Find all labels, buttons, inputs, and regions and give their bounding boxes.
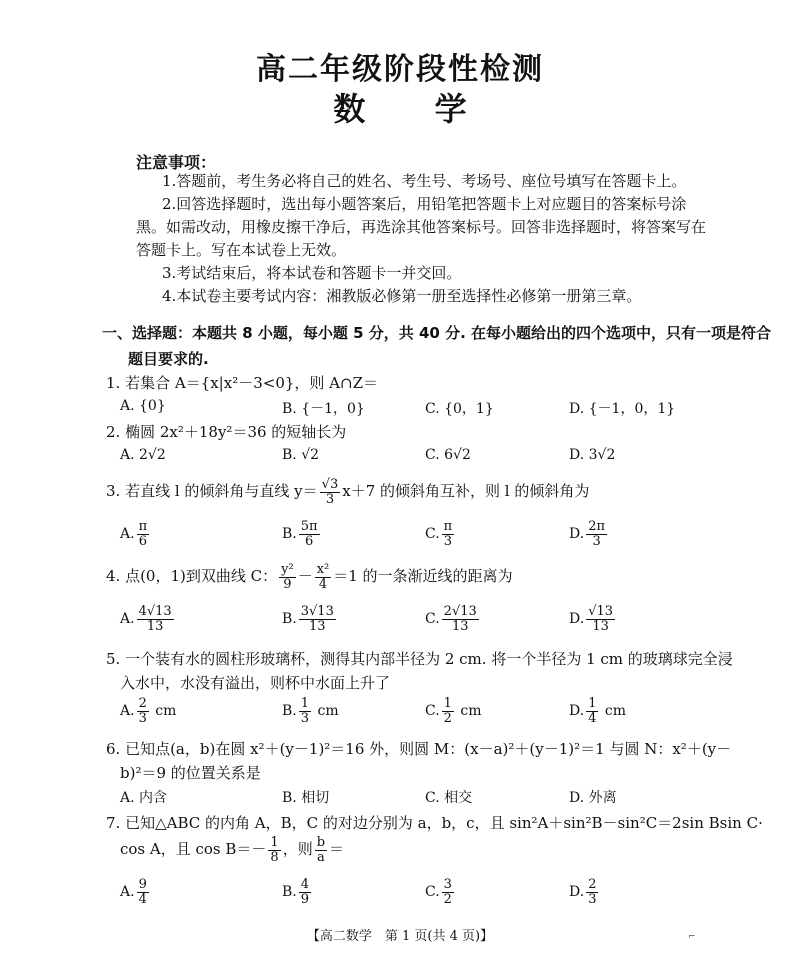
- fraction-numerator: π: [443, 519, 453, 534]
- question-5-stem-cont: 入水中，水没有溢出，则杯中水面上升了: [120, 674, 391, 692]
- q7-option-a: [120, 878, 151, 906]
- option-label: A.: [120, 611, 135, 628]
- q3-option-a: [120, 520, 151, 548]
- q2-option-a: A. 2√2: [120, 447, 166, 463]
- fraction-numerator: 1: [270, 835, 279, 850]
- fraction-denominator: a: [317, 849, 325, 865]
- option-label: C.: [425, 526, 440, 543]
- unit: cm: [317, 703, 339, 720]
- stem-text: ＝1 的一条渐近线的距离为: [333, 567, 513, 586]
- q6-option-d: D. 外离: [569, 790, 617, 806]
- option-label: D.: [569, 703, 585, 720]
- stem-text: 4. 点(0，1)到双曲线 C：: [106, 567, 278, 586]
- option-label: D.: [569, 611, 585, 628]
- fraction: [299, 878, 311, 906]
- option-label: D.: [569, 526, 585, 543]
- q5-option-d: [569, 697, 626, 725]
- corner-mark: ⌐: [688, 932, 696, 942]
- question-7-stem: 7. 已知△ABC 的内角 A，B，C 的对边分别为 a，b，c，且 sin²A＋sin²B－sin²C＝2sin Bsin C·: [106, 814, 763, 832]
- fraction-numerator: π: [138, 519, 148, 534]
- q4-option-b: [282, 605, 338, 633]
- question-6-stem: 6. 已知点(a，b)在圆 x²＋(y－1)²＝16 外，则圆 M：(x－a)²＋(y－1)²＝1 与圆 N：x²＋(y－: [106, 740, 732, 758]
- q2-option-d: D. 3√2: [569, 447, 616, 463]
- fraction: [442, 878, 454, 906]
- fraction-numerator: 3: [443, 877, 452, 892]
- notice-line: 答题卡上。写在本试卷上无效。: [136, 241, 347, 259]
- stem-text: x＋7 的倾斜角互补，则 l 的倾斜角为: [342, 482, 590, 501]
- fraction-denominator: 2: [443, 710, 452, 726]
- q6-option-c: C. 相交: [425, 790, 473, 806]
- option-label: B.: [282, 526, 297, 543]
- fraction-denominator: 9: [300, 891, 310, 907]
- stem-text: 3. 若直线 l 的倾斜角与直线 y＝: [106, 482, 318, 501]
- fraction: [268, 836, 280, 864]
- section-heading-cont: 题目要求的.: [128, 350, 209, 368]
- fraction: [299, 520, 320, 548]
- q1-option-d: D. {－1，0，1}: [569, 401, 676, 417]
- q1-option-a: A. {0}: [120, 398, 166, 414]
- fraction-denominator: 13: [146, 618, 164, 634]
- fraction: [320, 478, 341, 506]
- option-label: A.: [120, 526, 135, 543]
- fraction: [315, 836, 327, 864]
- fraction-numerator: 2: [138, 696, 147, 711]
- fraction-denominator: 4: [588, 710, 597, 726]
- option-label: B.: [282, 884, 297, 901]
- fraction-denominator: 13: [592, 618, 609, 634]
- section-heading: 一、选择题：本题共 8 小题，每小题 5 分，共 40 分. 在每小题给出的四个选项中，只有一项是符合: [102, 324, 772, 342]
- q4-option-d: [569, 605, 617, 633]
- q6-option-a: A. 内含: [120, 790, 168, 806]
- fraction-denominator: 3: [592, 533, 601, 549]
- option-label: B.: [282, 703, 297, 720]
- option-label: D.: [569, 884, 585, 901]
- fraction-numerator: 3√13: [300, 604, 334, 619]
- fraction-numerator: 1: [443, 696, 452, 711]
- notice-line: 1.答题前，考生务必将自己的姓名、考生号、考场号、座位号填写在答题卡上。: [162, 172, 687, 190]
- q5-option-c: [425, 697, 482, 725]
- fraction: [586, 878, 598, 906]
- fraction-numerator: 2π: [588, 519, 606, 534]
- fraction-denominator: 6: [305, 533, 314, 549]
- fraction: [137, 878, 149, 906]
- option-label: A.: [120, 884, 135, 901]
- fraction-denominator: 13: [309, 618, 326, 634]
- fraction: [586, 520, 607, 548]
- fraction-numerator: y²: [281, 562, 294, 577]
- notice-line: 2.回答选择题时，选出每小题答案后，用铅笔把答题卡上对应题目的答案标号涂: [162, 195, 687, 213]
- stem-text: ，则: [282, 840, 313, 859]
- question-1-stem: 1. 若集合 A＝{x|x²－3<0}，则 A∩Z＝: [106, 374, 379, 392]
- question-2-stem: 2. 椭圆 2x²＋18y²＝36 的短轴长为: [106, 423, 347, 441]
- fraction: [442, 697, 454, 725]
- fraction-numerator: b: [316, 835, 326, 850]
- fraction-numerator: √3: [321, 477, 339, 492]
- q2-option-c: C. 6√2: [425, 447, 471, 463]
- fraction-denominator: 3: [300, 710, 310, 726]
- notice-line: 4.本试卷主要考试内容：湘教版必修第一册至选择性必修第一册第三章。: [162, 287, 642, 305]
- fraction: [442, 605, 479, 633]
- question-3-stem: [106, 478, 589, 506]
- fraction: [137, 605, 174, 633]
- fraction-numerator: 4√13: [138, 604, 172, 619]
- stem-text: －: [297, 567, 313, 586]
- fraction: [299, 697, 311, 725]
- option-label: C.: [425, 703, 440, 720]
- fraction-denominator: 3: [588, 891, 597, 907]
- fraction-numerator: √13: [588, 604, 614, 619]
- q7-option-c: [425, 878, 456, 906]
- fraction: [299, 605, 336, 633]
- fraction-numerator: x²: [316, 562, 330, 577]
- fraction-denominator: 3: [443, 533, 453, 549]
- q3-option-c: [425, 520, 456, 548]
- fraction: [586, 605, 615, 633]
- stem-text: cos A，且 cos B＝－: [120, 840, 267, 859]
- q1-option-b: B. {－1，0}: [282, 401, 365, 417]
- stem-text: ＝: [329, 840, 345, 859]
- unit: cm: [155, 703, 177, 720]
- fraction-denominator: 4: [318, 576, 328, 592]
- fraction-denominator: 9: [283, 576, 292, 592]
- q5-option-b: [282, 697, 339, 725]
- q3-option-b: [282, 520, 322, 548]
- unit: cm: [604, 703, 627, 720]
- q7-option-d: [569, 878, 600, 906]
- option-label: C.: [425, 611, 440, 628]
- question-7-stem-cont: [120, 836, 344, 864]
- fraction-denominator: 8: [270, 849, 279, 865]
- q4-option-a: [120, 605, 176, 633]
- notice-line: 黑。如需改动，用橡皮擦干净后，再选涂其他答案标号。回答非选择题时，将答案写在: [136, 218, 707, 236]
- exam-title: 高二年级阶段性检测: [256, 52, 544, 87]
- question-5-stem: 5. 一个装有水的圆柱形玻璃杯，测得其内部半径为 2 cm. 将一个半径为 1 cm 的玻璃球完全浸: [106, 650, 733, 668]
- q2-option-b: B. √2: [282, 447, 320, 463]
- subject-title: 数 学: [333, 90, 467, 128]
- fraction-numerator: 4: [300, 877, 310, 892]
- fraction: [442, 520, 455, 548]
- notice-line: 3.考试结束后，将本试卷和答题卡一并交回。: [162, 264, 462, 282]
- fraction-numerator: 9: [138, 877, 147, 892]
- q4-option-c: [425, 605, 481, 633]
- fraction-numerator: 2: [588, 877, 597, 892]
- q3-option-d: [569, 520, 609, 548]
- fraction: [586, 697, 598, 725]
- option-label: C.: [425, 884, 440, 901]
- fraction-denominator: 13: [451, 618, 469, 634]
- fraction-denominator: 3: [325, 491, 335, 507]
- fraction-denominator: 6: [138, 533, 147, 549]
- q6-option-b: B. 相切: [282, 790, 330, 806]
- fraction-denominator: 3: [138, 710, 147, 726]
- fraction: [315, 563, 332, 591]
- unit: cm: [460, 703, 482, 720]
- fraction-denominator: 2: [443, 891, 452, 907]
- fraction: [137, 520, 150, 548]
- q1-option-c: C. {0，1}: [425, 401, 494, 417]
- fraction-numerator: 1: [300, 696, 310, 711]
- fraction-numerator: 2√13: [443, 604, 477, 619]
- option-label: A.: [120, 703, 135, 720]
- question-6-stem-cont: b)²＝9 的位置关系是: [120, 764, 261, 782]
- fraction-denominator: 4: [138, 891, 147, 907]
- fraction: [137, 697, 149, 725]
- page-footer: 【高二数学 第 1 页(共 4 页)】: [306, 929, 494, 944]
- option-label: B.: [282, 611, 297, 628]
- q7-option-b: [282, 878, 313, 906]
- question-4-stem: [106, 563, 513, 591]
- fraction-numerator: 1: [588, 696, 597, 711]
- fraction-numerator: 5π: [300, 519, 318, 534]
- notice-heading: 注意事项：: [136, 153, 217, 172]
- fraction: [279, 563, 296, 591]
- q5-option-a: [120, 697, 176, 725]
